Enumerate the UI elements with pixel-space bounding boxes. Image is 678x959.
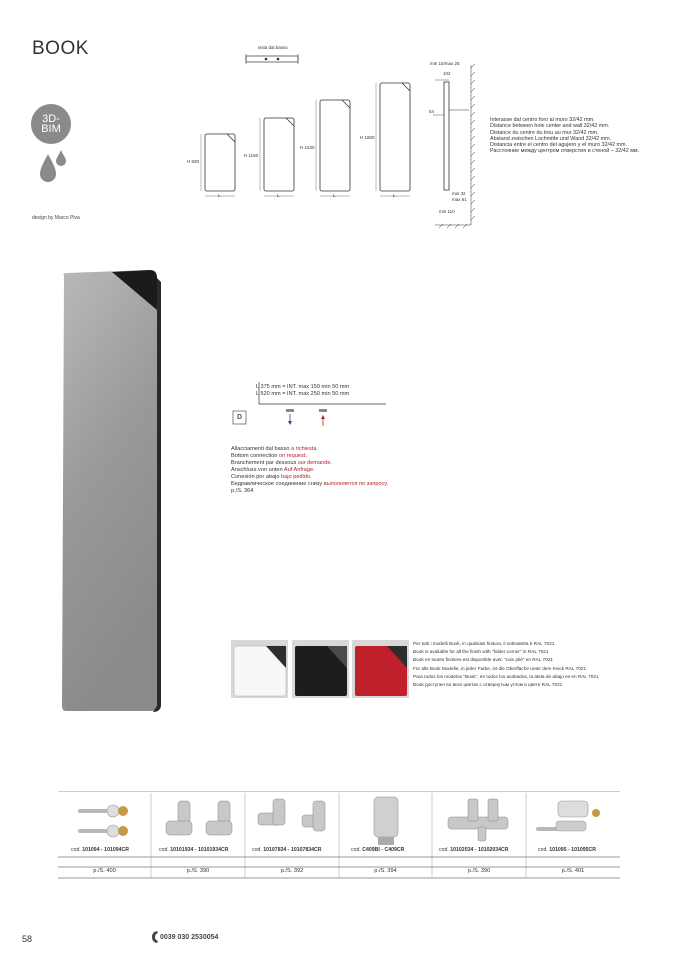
hole-distance-description [490, 117, 639, 155]
corner-note: Per tutti i modelli Book, in qualsiasi finitura, il sottoaletta è RAL 7021 [413, 641, 555, 646]
conn-note: Conexión por abajo bajo pedido. [231, 474, 312, 480]
width-label-4: L [393, 193, 396, 198]
accessory-6-image [536, 801, 600, 831]
conn-note: Allacciamenti dal basso a richiesta. [231, 446, 319, 452]
desc-line: Расстояние между центром отверстия и стеной – 32/42 мм. [490, 148, 640, 155]
accessory-3-image [258, 799, 325, 831]
top-view-label: vista dal basso [258, 45, 288, 50]
side-dim-102: 102 [443, 71, 451, 76]
corner-note: Para todos los modelos "Book", en todos los acabados, la aleta de abajo es en RAL 7021 [413, 673, 599, 679]
conn-note: Branchement par dessous sur demande. [231, 460, 333, 466]
accessories-table [58, 845, 618, 885]
radiator-product-image [60, 268, 162, 713]
corner-note: Book is available for all the finish with "folder corner" in RAL 7021 [413, 649, 549, 655]
accessory-code-5: cod. 10102034 - 10102034CR [439, 847, 509, 853]
accessory-page-ref-6[interactable]: p./S. 401 [561, 868, 585, 874]
accessory-page-ref-1[interactable]: p./S. 400 [93, 868, 116, 874]
desc-line: Abstand zwischen Lochmitte und Wand 32/42 mm. [490, 135, 612, 142]
accessory-4-image [374, 797, 398, 845]
corner-note: Book en toutes finitions est disponible avec "coin plié" en RAL 7021 [413, 657, 553, 663]
width-label-3: L [333, 193, 336, 198]
accessory-page-ref-4[interactable]: p./S. 394 [374, 868, 397, 874]
water-drops-icon [38, 150, 68, 185]
side-min-32: min 32 [452, 191, 466, 196]
accessory-page-ref-2[interactable]: p./S. 390 [186, 868, 210, 874]
height-label-1530: H 1530 [300, 145, 315, 150]
corner-note: Book доступен во всех цветах с отвернутым углом в цвете RAL 7021 [413, 682, 563, 688]
conn-note: Anschluss von unten Auf Anfrage. [231, 467, 315, 473]
desc-line: Distance du centre du trou au mur 32/42 mm. [490, 129, 599, 136]
conn-note: Бедравлическое соединение снизу выполняется по запросу. [231, 481, 389, 487]
accessory-page-ref-3[interactable]: p./S. 392 [280, 868, 304, 874]
corner-finish-swatches [231, 640, 409, 698]
accessory-page-ref-5[interactable]: p./S. 390 [467, 868, 491, 874]
height-label-1800: H 1800 [360, 135, 375, 140]
page-title: BOOK [32, 38, 89, 59]
width-label-1: L [218, 193, 221, 198]
connection-dimensions [256, 384, 349, 398]
badge-line-2: BIM [41, 123, 61, 135]
top-view-drawing [244, 52, 302, 66]
accessory-code-4: cod. C409BI - C409CR [351, 847, 405, 853]
accessory-5-image [448, 799, 508, 841]
desc-line: Distancia entre el centro del agujero y el muro 32/42 mm. [490, 142, 627, 149]
designer-credit: design by Marco Piva [32, 215, 80, 221]
side-max-61: max 61 [452, 197, 467, 202]
phone-icon [151, 930, 159, 944]
accessory-code-1: cod. 101094 - 101094CR [71, 847, 129, 853]
phone-number[interactable]: 0039 030 2530054 [160, 934, 219, 941]
accessory-1-image [78, 805, 128, 837]
folded-corner-notes [413, 640, 599, 689]
conn-page-ref[interactable]: p./S. 364 [231, 488, 254, 494]
height-label-830: H 830 [187, 159, 200, 164]
desc-line: Interasse dal centro foro al muro 32/42 mm. [490, 117, 595, 123]
side-min-110: min 110 [439, 209, 455, 214]
dim-line-375: L 375 mm = INT. max 150 min 50 mm [256, 384, 350, 390]
conn-note: Bottom connection on request. [231, 453, 307, 459]
side-min-top-label: min 15/max 25 [430, 61, 460, 66]
corner-note: Für alle Book Modelle, in jeder Farbe, ist die Oberfläche unter dem Knick RAL 7021 [413, 665, 587, 671]
height-label-1150: H 1150 [244, 153, 259, 158]
accessory-code-2: cod. 10101934 - 10101934CR [159, 847, 229, 853]
page-number: 58 [22, 934, 33, 944]
dim-line-520: L 520 mm = INT. max 250 min 50 mm [256, 391, 350, 398]
3d-bim-badge[interactable] [31, 104, 71, 144]
badge-line-1: 3D- [42, 113, 60, 125]
side-view-drawing [425, 60, 475, 230]
bottom-connection-notes [231, 446, 388, 495]
desc-line: Distance between hole center and wall 32/42 mm. [490, 123, 610, 130]
connection-type-letter: D [237, 414, 243, 421]
side-dim-54: 54 [429, 109, 435, 114]
front-views-drawing [185, 78, 415, 203]
width-label-2: L [277, 193, 280, 198]
accessory-code-6: cod. 101095 - 101095CR [538, 847, 596, 853]
accessory-2-image [166, 801, 232, 835]
accessory-code-3: cod. 10107834 - 10107834CR [252, 847, 322, 853]
